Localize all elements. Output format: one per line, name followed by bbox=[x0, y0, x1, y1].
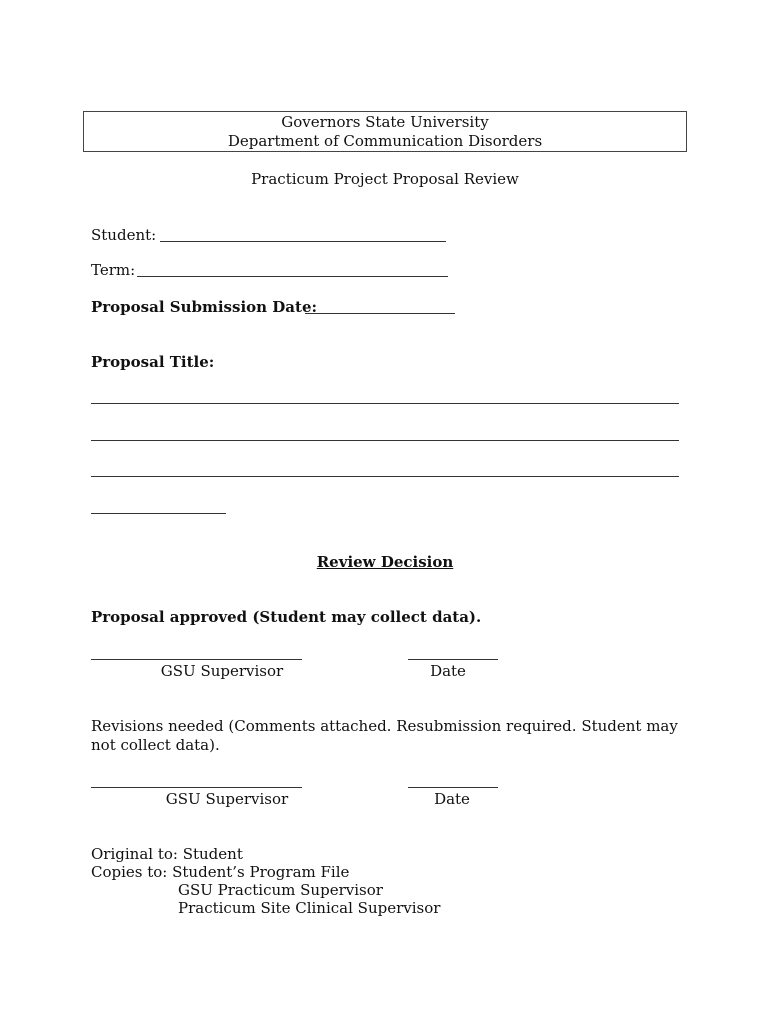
approved-date-line[interactable] bbox=[408, 659, 498, 660]
student-field[interactable] bbox=[160, 241, 446, 242]
proposal-title-line-2[interactable] bbox=[91, 440, 679, 441]
term-label: Term: bbox=[91, 261, 136, 279]
submission-date-field[interactable] bbox=[305, 313, 455, 314]
student-label: Student: bbox=[91, 226, 157, 244]
approved-date-label: Date bbox=[430, 662, 466, 680]
proposal-title-line-4[interactable] bbox=[91, 513, 226, 514]
revisions-supervisor-signature-line[interactable] bbox=[91, 787, 302, 788]
approved-supervisor-signature-line[interactable] bbox=[91, 659, 302, 660]
review-decision-heading: Review Decision bbox=[316, 553, 454, 571]
revisions-supervisor-label: GSU Supervisor bbox=[165, 790, 289, 808]
revisions-date-label: Date bbox=[434, 790, 470, 808]
proposal-title-line-3[interactable] bbox=[91, 476, 679, 477]
copies-to: Copies to: Student’s Program File bbox=[91, 863, 350, 881]
revisions-text-line-2: not collect data). bbox=[91, 736, 220, 754]
original-to: Original to: Student bbox=[91, 845, 243, 863]
copy-recipient-2: GSU Practicum Supervisor bbox=[178, 881, 383, 899]
proposal-title-label: Proposal Title: bbox=[91, 353, 215, 371]
header-box bbox=[83, 111, 687, 152]
form-title: Practicum Project Proposal Review bbox=[251, 170, 519, 188]
approved-text: Proposal approved (Student may collect data). bbox=[91, 608, 482, 626]
submission-date-label: Proposal Submission Date: bbox=[91, 298, 318, 316]
university-name: Governors State University bbox=[281, 113, 489, 131]
revisions-date-line[interactable] bbox=[408, 787, 498, 788]
approved-supervisor-label: GSU Supervisor bbox=[160, 662, 284, 680]
term-field[interactable] bbox=[137, 276, 448, 277]
department-name: Department of Communication Disorders bbox=[227, 132, 543, 150]
copy-recipient-3: Practicum Site Clinical Supervisor bbox=[178, 899, 441, 917]
revisions-text-line-1: Revisions needed (Comments attached. Resubmission required. Student may bbox=[91, 717, 678, 735]
proposal-title-line-1[interactable] bbox=[91, 403, 679, 404]
